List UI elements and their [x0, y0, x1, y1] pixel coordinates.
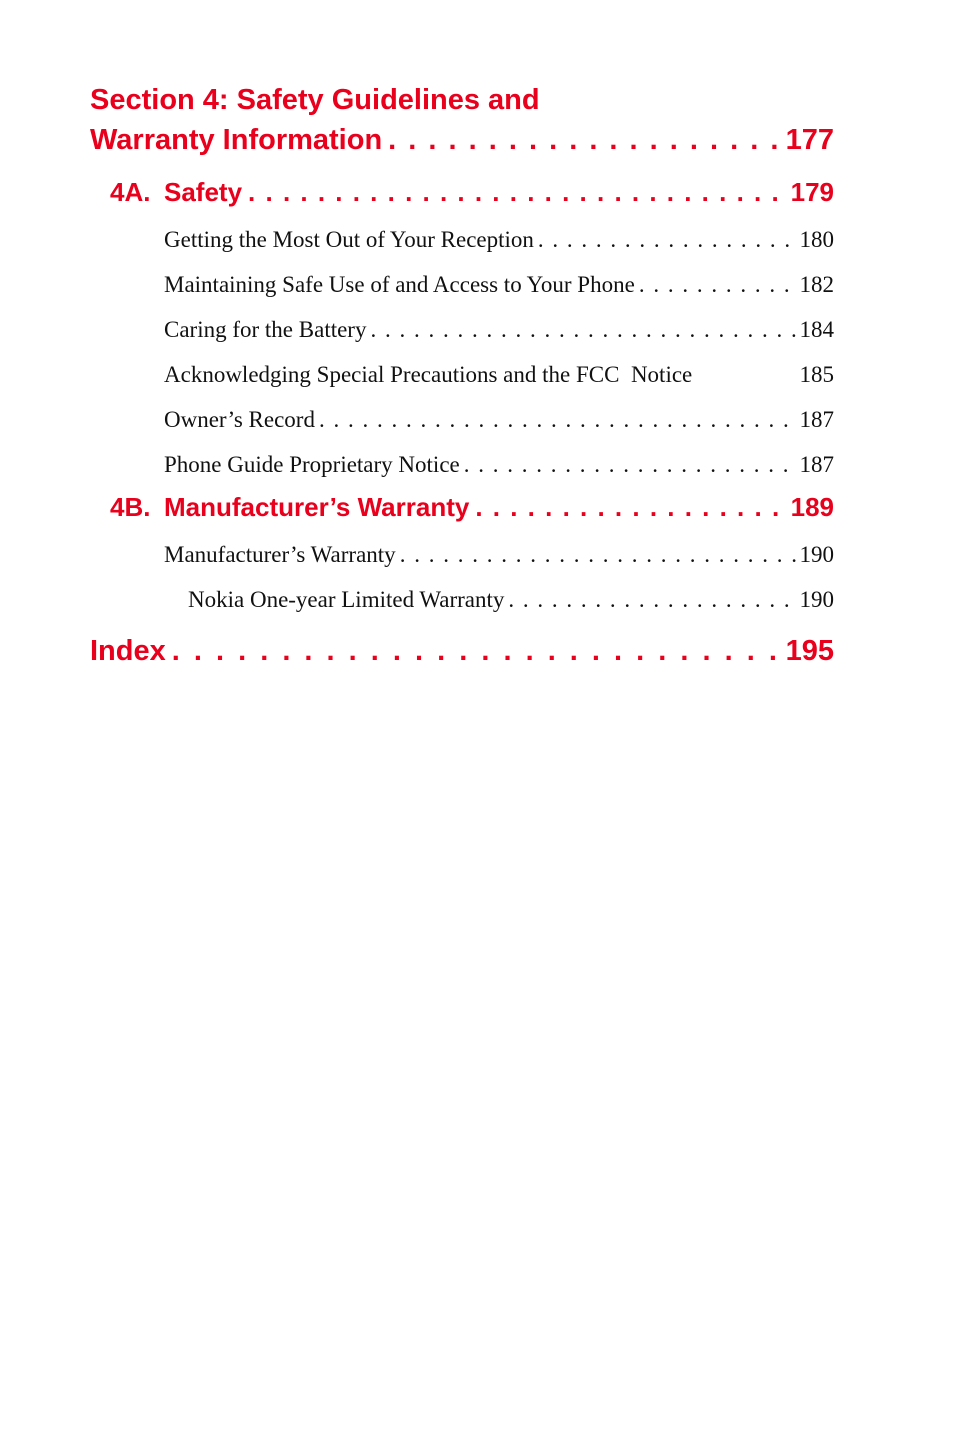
entry-title: Caring for the Battery [164, 317, 367, 342]
entry-page-number: 184 [799, 317, 834, 342]
entry-title: Owner’s Record [164, 407, 315, 432]
chapter-page-number: 189 [790, 492, 834, 522]
dot-leader [370, 307, 795, 352]
index-title: Index [90, 635, 166, 667]
section-title-line1: Section 4: Safety Guidelines and [90, 84, 540, 116]
entry-page-number: 182 [799, 272, 834, 297]
dot-leader [319, 397, 796, 442]
entry-title: Getting the Most Out of Your Reception [164, 227, 534, 252]
chapter-title: Manufacturer’s Warranty [164, 492, 470, 522]
toc-entry[interactable] [90, 397, 834, 442]
chapter-entry-manufacturers-warranty[interactable] [90, 489, 834, 525]
section-entry[interactable] [90, 120, 834, 160]
chapter-number: 4B. [110, 492, 151, 522]
entry-title: Phone Guide Proprietary Notice [164, 452, 460, 477]
index-page-number: 195 [785, 635, 834, 667]
toc-entry[interactable] [90, 262, 834, 307]
entry-page-number: 180 [799, 227, 834, 252]
entry-page-number: 187 [799, 452, 834, 477]
dot-leader [172, 631, 780, 671]
entry-page-number: 185 [799, 362, 834, 387]
section-page-number: 177 [785, 124, 834, 156]
dot-leader [475, 489, 784, 525]
dot-leader [639, 262, 796, 307]
dot-leader [464, 442, 796, 487]
chapter-number: 4A. [110, 177, 151, 207]
dot-leader [508, 577, 795, 622]
entry-page-number: 187 [799, 407, 834, 432]
chapter-entry-safety[interactable] [90, 174, 834, 210]
toc-subentry[interactable] [90, 577, 834, 622]
toc-entry[interactable] [90, 442, 834, 487]
section-title-line2: Warranty Information [90, 124, 383, 156]
table-of-contents [90, 80, 834, 671]
dot-leader [538, 217, 796, 262]
chapter-page-number: 179 [790, 177, 834, 207]
toc-entry[interactable] [90, 352, 834, 397]
chapter-title: Safety [164, 177, 243, 207]
entry-title: Acknowledging Special Precautions and the FCC Notice [164, 362, 693, 387]
toc-entry[interactable] [90, 217, 834, 262]
dot-leader [400, 532, 796, 577]
entry-page-number: 190 [799, 542, 834, 567]
entry-title: Nokia One-year Limited Warranty [188, 587, 505, 612]
entry-title: Manufacturer’s Warranty [164, 542, 396, 567]
toc-entry[interactable] [90, 532, 834, 577]
dot-leader [248, 174, 785, 210]
entry-page-number: 190 [799, 587, 834, 612]
entry-title: Maintaining Safe Use of and Access to Your Phone [164, 272, 635, 297]
toc-entry[interactable] [90, 307, 834, 352]
dot-leader [388, 120, 779, 160]
index-entry[interactable] [90, 631, 834, 671]
